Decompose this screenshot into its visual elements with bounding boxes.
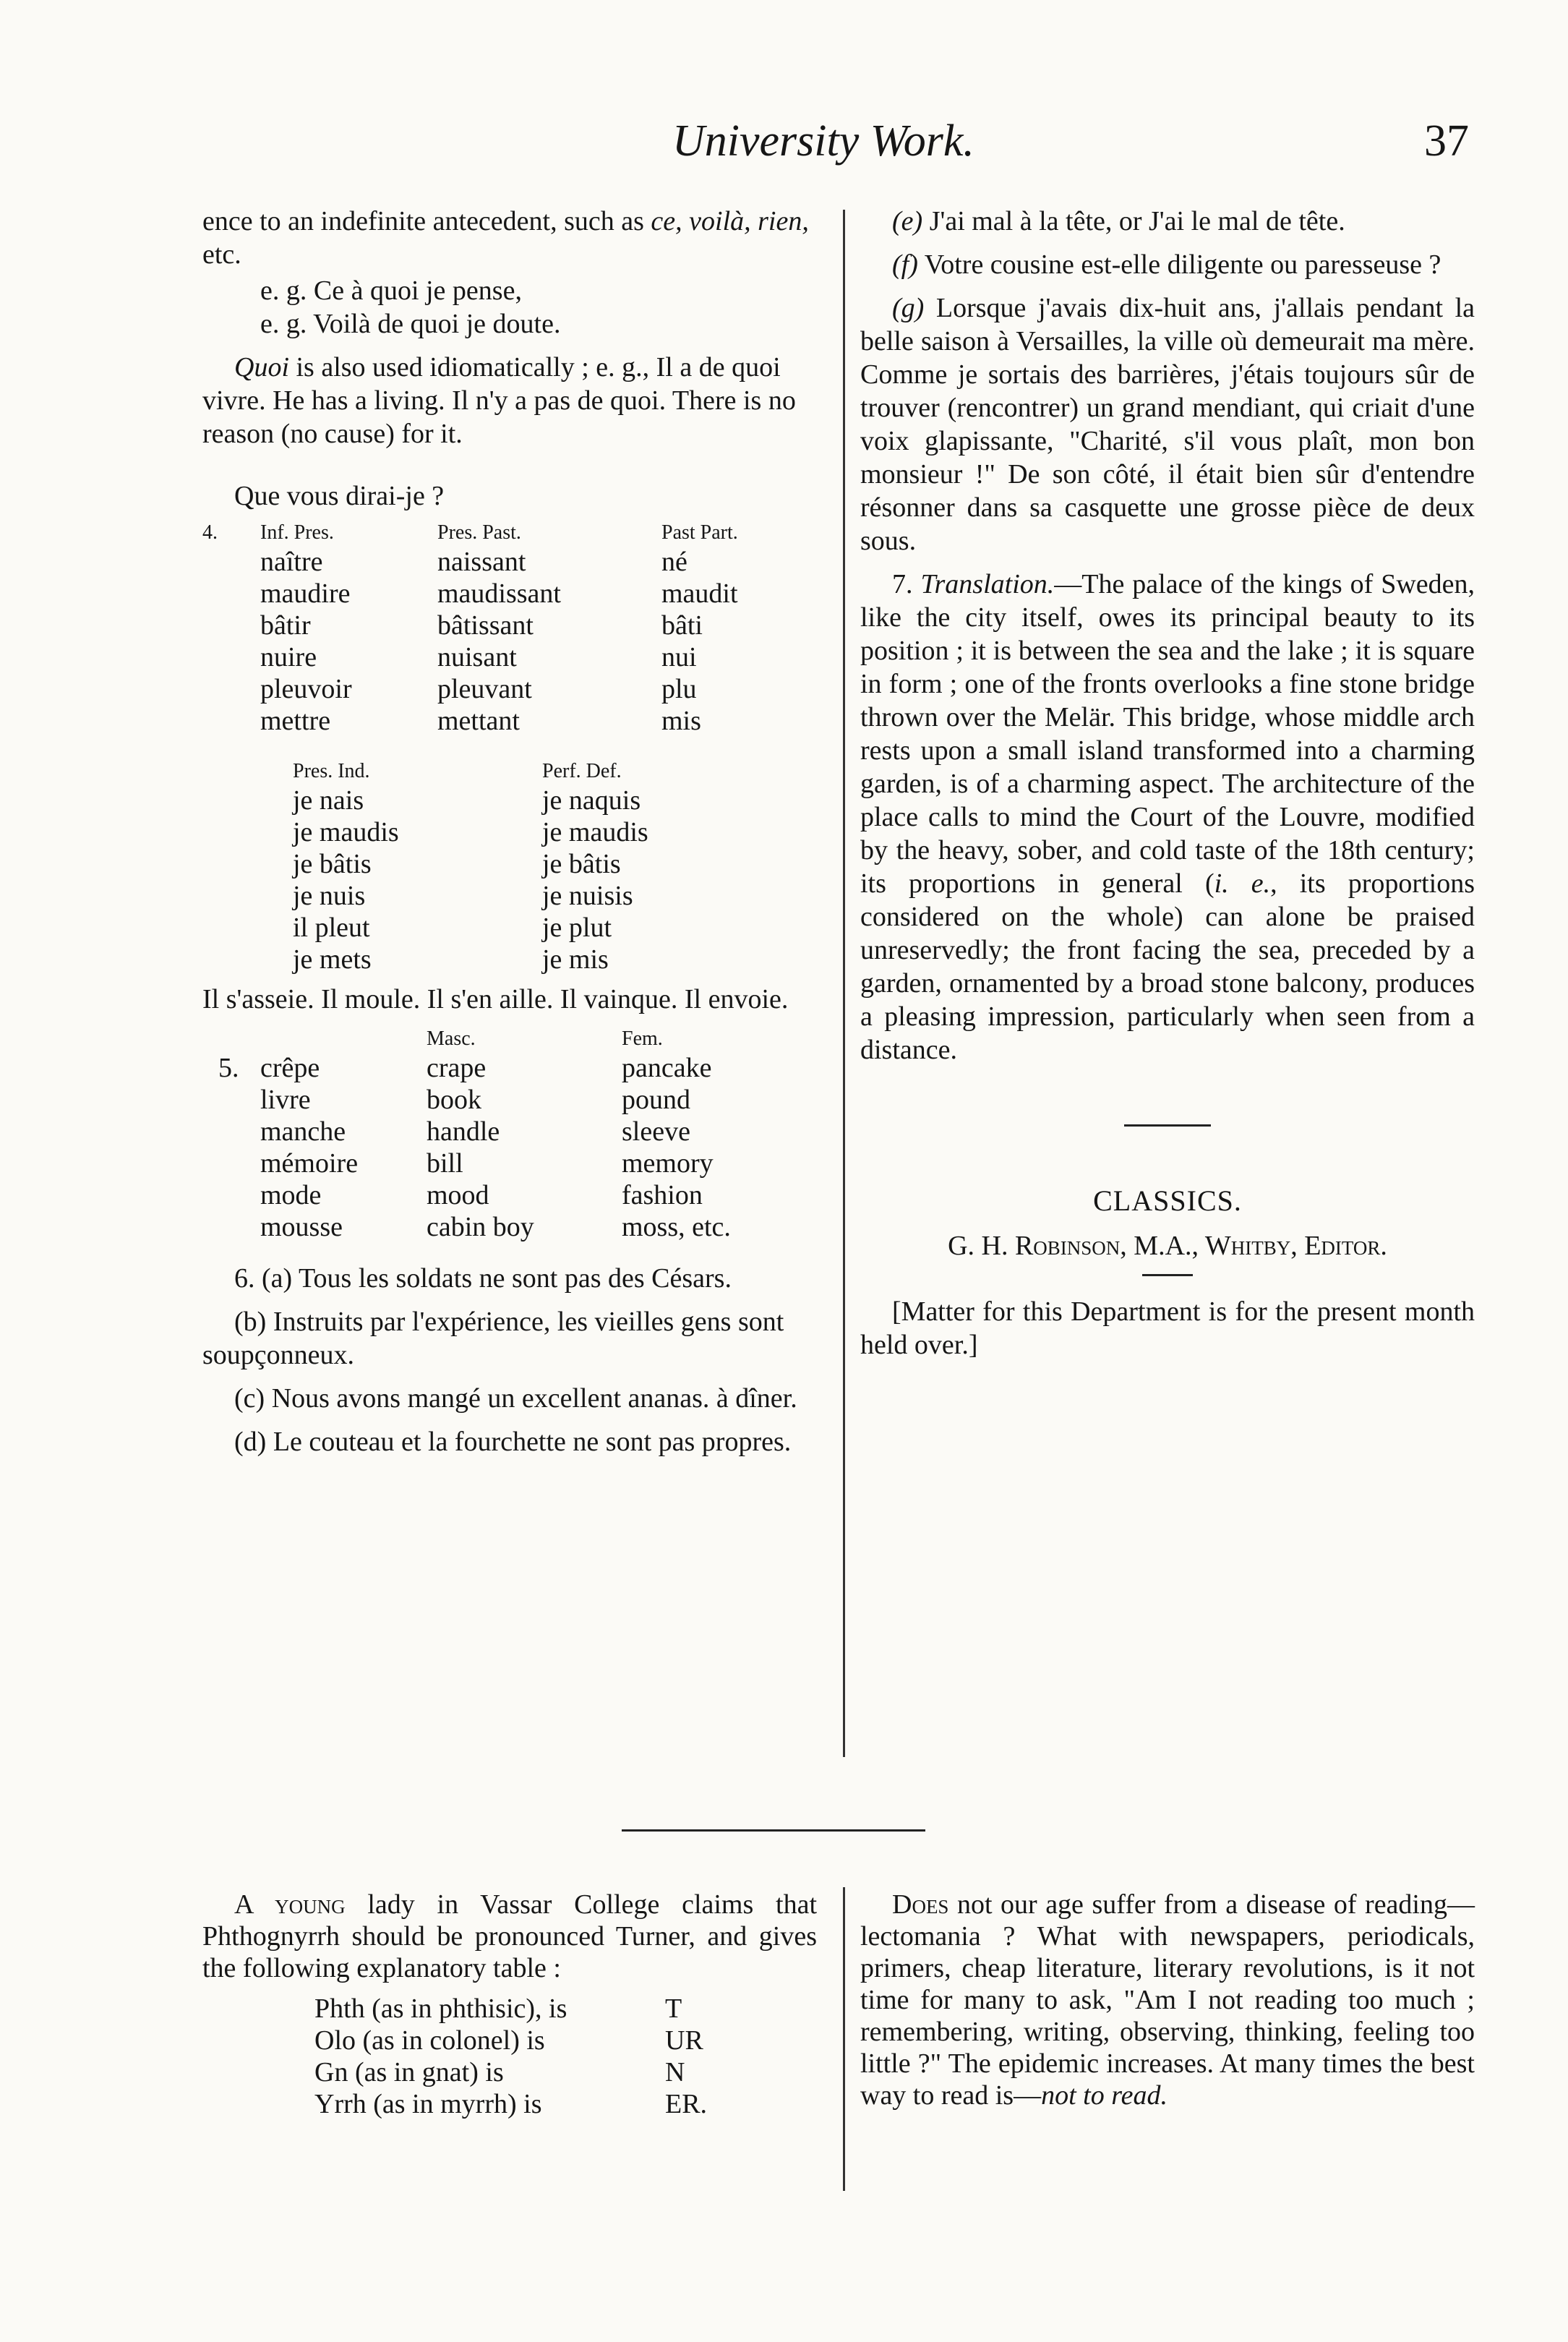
section-6a: 6. (a) Tous les soldats ne sont pas des Césars.: [234, 1263, 732, 1294]
section-7-translation: 7. Translation.—The palace of the kings of Sweden, like the city itself, owes its principal beauty to its position ; it is between the sea and the lake ; it is square in form ; one of the fronts overlooks a fine stone bridge thrown over the Melär. This bridge, whose middle arch rests upon a small island transformed into a charming garden, is of a charming aspect. The architecture of the place calls to mind the Court of the Louvre, modified by the heavy, sober, and cold taste of the 18th century; its proportions in general (i. e., its proportions considered on the whole) can alone be praised unreservedly; the front facing the sea, preceded by a garden, ornamented by a broad stone balcony, produces a pleasing impression, particularly when seen from a distance.: [860, 569, 1475, 1065]
section-4-number: 4.: [202, 521, 218, 544]
table-cell: pleuvoir: [260, 674, 352, 704]
table-cell: mousse: [260, 1212, 343, 1242]
table-cell: plu: [661, 674, 697, 704]
table-cell: fashion: [622, 1180, 703, 1210]
running-title: University Work.: [672, 116, 974, 166]
section-6e: (e) J'ai mal à la tête, or J'ai le mal de tête.: [892, 206, 1345, 236]
table-cell: je nuis: [293, 881, 366, 911]
table-cell: Yrrh (as in myrrh) is: [314, 2089, 542, 2119]
section-5-number: 5.: [218, 1053, 239, 1083]
table-cell: il pleut: [293, 913, 370, 943]
intro-paragraph: ence to an indefinite antecedent, such as ce, voilà, rien, etc.: [202, 206, 809, 270]
pronunciation-table: [314, 1993, 707, 2120]
table-cell: livre: [260, 1085, 311, 1115]
col-header: Fem.: [622, 1027, 663, 1050]
col-header: Inf. Pres.: [260, 521, 334, 544]
table-cell: je mets: [293, 944, 372, 975]
table-cell: je mis: [542, 944, 609, 975]
table-cell: manche: [260, 1116, 346, 1147]
example-2: e. g. Voilà de quoi je doute.: [260, 309, 561, 339]
col-header: Perf. Def.: [542, 760, 622, 782]
table-cell: nuire: [260, 642, 317, 672]
table-cell: né: [661, 547, 687, 577]
col-header: Pres. Past.: [437, 521, 521, 544]
table-cell: Gn (as in gnat) is: [314, 2057, 504, 2087]
matter-note: [Matter for this Department is for the present month held over.]: [860, 1296, 1475, 1360]
table-cell: bill: [427, 1148, 463, 1179]
table-cell: je nuisis: [542, 881, 633, 911]
right-column: [860, 205, 1475, 1372]
table-cell: pleuvant: [437, 674, 532, 704]
table-cell: mis: [661, 706, 701, 736]
table-cell: bâti: [661, 610, 703, 641]
classics-heading: CLASSICS.: [1093, 1184, 1242, 1217]
col-header: Masc.: [427, 1027, 476, 1050]
section-6g: (g) Lorsque j'avais dix-huit ans, j'allais pendant la belle saison à Versailles, la ville où demeurait ma mère. Comme je sortais des barrières, j'étais toujours sûr de trouver (rencontrer) un grand mendiant, qui criait d'une voix glapissante, "Charité, s'il vous plaît, mon bon monsieur !" De son côté, il était bien sûr d'entendre résonner dans sa casquette une grosse pièce de deux sous.: [860, 293, 1475, 556]
table-cell: book: [427, 1085, 481, 1115]
section-6c: (c) Nous avons mangé un excellent ananas. à dîner.: [234, 1383, 797, 1414]
table-cell: mode: [260, 1180, 322, 1210]
col-header: Pres. Ind.: [293, 760, 370, 782]
table-cell: je maudis: [542, 817, 648, 847]
table-cell: mettre: [260, 706, 331, 736]
table-cell: je maudis: [293, 817, 399, 847]
page-number: 37: [1424, 116, 1469, 166]
table-cell: naître: [260, 547, 323, 577]
table-cell: je bâtis: [542, 849, 621, 879]
section-6d: (d) Le couteau et la fourchette ne sont pas propres.: [234, 1427, 792, 1457]
table-cell: T: [665, 1993, 682, 2024]
table-cell: pancake: [622, 1053, 712, 1083]
quoi-paragraph: Quoi is also used idiomatically ; e. g., Il a de quoi vivre. He has a living. Il n'y a pas de quoi. There is no reason (no cause) for it.: [202, 352, 796, 449]
que-vous-line: Que vous dirai-je ?: [234, 481, 445, 511]
left-column: [202, 205, 817, 1469]
table-cell: maudit: [661, 578, 738, 609]
table-cell: ER.: [665, 2089, 708, 2119]
table-cell: pound: [622, 1085, 690, 1115]
table-cell: sleeve: [622, 1116, 690, 1147]
bottom-left-note: A young lady in Vassar College claims that Phthognyrrh should be pronounced Turner, and gives the following explanatory table : Phth (as in phthisic), is T Olo (as in colonel) is UR Gn (as in gnat) is N Yrrh (as in myrrh) is ER.: [202, 1889, 818, 2119]
table-cell: crape: [427, 1053, 487, 1083]
section-6b: (b) Instruits par l'expérience, les vieilles gens sont soupçonneux.: [202, 1307, 784, 1370]
example-1: e. g. Ce à quoi je pense,: [260, 275, 522, 306]
table-cell: mémoire: [260, 1148, 359, 1179]
section-rule: [1124, 1124, 1211, 1127]
column-divider: [843, 210, 845, 1757]
section-4-table: [202, 520, 738, 737]
table-cell: je bâtis: [293, 849, 372, 879]
table-cell: nui: [661, 642, 697, 672]
table-cell: je nais: [293, 785, 364, 816]
bottom-separator: [622, 1829, 925, 1832]
section-rule: [1142, 1274, 1193, 1276]
table-cell: naissant: [437, 547, 526, 577]
table-cell: moss, etc.: [622, 1212, 731, 1242]
section-4-conjugation-table: [293, 758, 648, 975]
page-header: [0, 116, 1568, 174]
table-cell: Phth (as in phthisic), is: [314, 1993, 567, 2024]
table-cell: UR: [665, 2025, 703, 2056]
section-5-table: [218, 1026, 731, 1243]
bottom-column-divider: [843, 1887, 845, 2191]
table-cell: crêpe: [260, 1053, 320, 1083]
col-header: Past Part.: [661, 521, 738, 544]
table-cell: handle: [427, 1116, 500, 1147]
table-cell: je plut: [542, 913, 612, 943]
table-cell: maudissant: [437, 578, 561, 609]
table-cell: memory: [622, 1148, 714, 1179]
table-cell: nuisant: [437, 642, 517, 672]
table-cell: Olo (as in colonel) is: [314, 2025, 545, 2056]
table-cell: je naquis: [542, 785, 641, 816]
table-cell: mettant: [437, 706, 520, 736]
section-4-sentence: Il s'asseie. Il moule. Il s'en aille. Il vainque. Il envoie.: [202, 984, 789, 1014]
table-cell: mood: [427, 1180, 489, 1210]
bottom-right-note: Does not our age suffer from a disease of reading—lectomania ? What with newspapers, periodicals, primers, cheap literature, literary revolutions, is it not time for many to ask, "Am I not reading too much ; remembering, writing, observing, thinking, feeling too little ?" The epidemic increases. At many times the best way to read is—not to read.: [860, 1889, 1475, 2111]
table-cell: N: [665, 2057, 685, 2087]
editor-line: G. H. Robinson, M.A., Whitby, Editor.: [948, 1231, 1387, 1261]
table-cell: bâtissant: [437, 610, 534, 641]
section-6f: (f) Votre cousine est-elle diligente ou paresseuse ?: [892, 249, 1441, 280]
table-cell: cabin boy: [427, 1212, 534, 1242]
table-cell: maudire: [260, 578, 351, 609]
table-cell: bâtir: [260, 610, 311, 641]
